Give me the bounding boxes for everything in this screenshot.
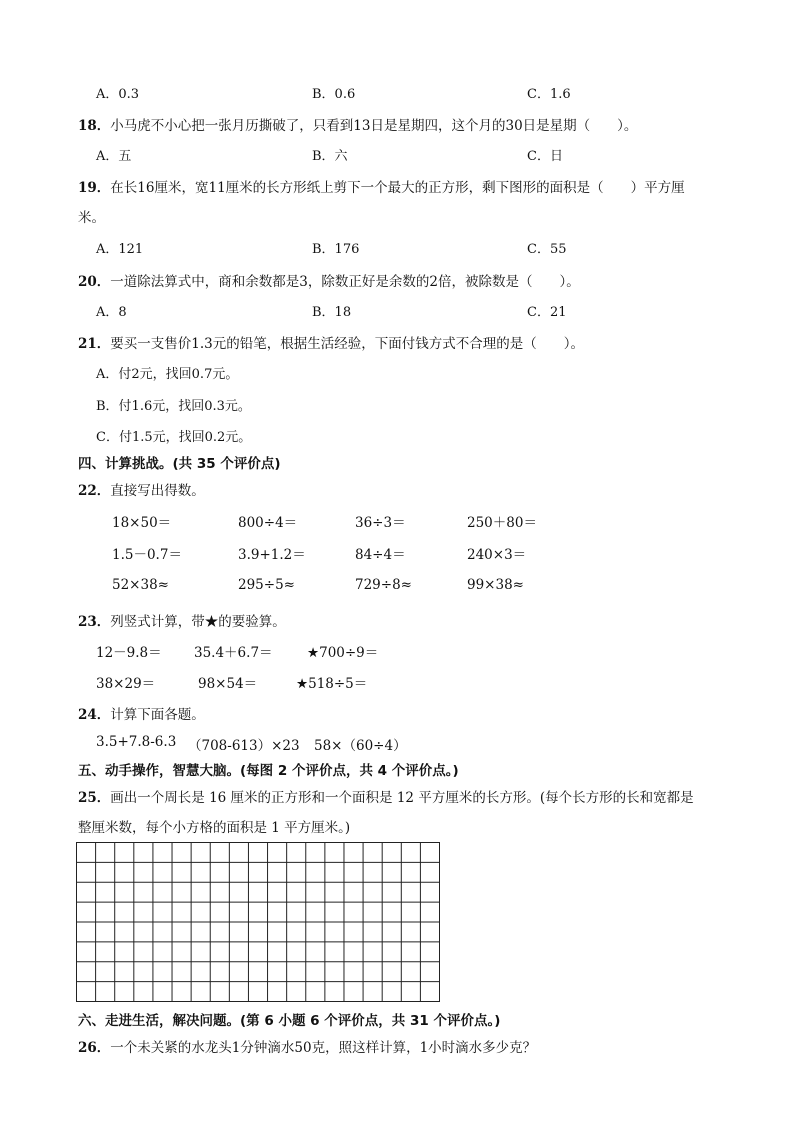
- question-21: [78, 332, 584, 352]
- square-grid[interactable]: [76, 842, 440, 1002]
- q20-option-c: C．21: [527, 305, 567, 320]
- q18-option-b: B．六: [312, 149, 348, 164]
- question-19: [78, 176, 685, 196]
- grid-canvas[interactable]: [76, 842, 440, 1002]
- question-23: [78, 610, 286, 630]
- question-number: 19．: [78, 180, 111, 196]
- calc-item: （708-613）×23: [188, 738, 300, 754]
- question-24: [78, 703, 205, 723]
- question-26: [78, 1036, 536, 1056]
- question-text: 一道除法算式中，商和余数都是3，除数正好是余数的2倍，被除数是（ ）。: [110, 274, 580, 290]
- question-number: 24．: [78, 707, 111, 723]
- q20-option-a: A．8: [96, 305, 127, 320]
- q21-option-b: B．付1.6元，找回0.3元。: [96, 399, 251, 414]
- question-number: 23．: [78, 614, 111, 630]
- calc-item: 35.4＋6.7＝: [194, 645, 273, 661]
- calc-item: 3.9+1.2＝: [238, 547, 306, 563]
- section-6-title: 六、走进生活，解决问题。(第 6 小题 6 个评价点，共 31 个评价点。): [78, 1013, 501, 1029]
- question-text: 一个未关紧的水龙头1分钟滴水50克，照这样计算，1小时滴水多少克？: [110, 1040, 537, 1056]
- question-25: [78, 786, 694, 806]
- calc-item: 52×38≈: [112, 577, 169, 593]
- calc-item: 729÷8≈: [355, 577, 412, 593]
- question-text: 计算下面各题。: [110, 707, 205, 723]
- calc-item: 18×50＝: [112, 515, 172, 531]
- q17-option-c: C．1.6: [527, 87, 571, 102]
- question-25-continued: 整厘米数，每个小方格的面积是 1 平方厘米。): [78, 820, 351, 836]
- question-text: 小马虎不小心把一张月历撕破了，只看到13日是星期四，这个月的30日是星期（ ）。: [110, 118, 638, 134]
- calc-item: 12－9.8＝: [96, 645, 162, 661]
- q19-option-b: B．176: [312, 242, 360, 257]
- q21-option-c: C．付1.5元，找回0.2元。: [96, 430, 252, 445]
- q18-option-a: A．五: [96, 149, 132, 164]
- calc-item: 240×3＝: [467, 547, 527, 563]
- calc-item: 98×54＝: [198, 676, 258, 692]
- q17-option-b: B．0.6: [312, 87, 356, 102]
- q19-option-c: C．55: [527, 242, 567, 257]
- question-number: 18．: [78, 118, 111, 134]
- question-text: 要买一支售价1.3元的铅笔，根据生活经验，下面付钱方式不合理的是（ ）。: [110, 336, 585, 352]
- calc-item: 84÷4＝: [355, 547, 406, 563]
- question-number: 20．: [78, 274, 111, 290]
- question-text: 在长16厘米，宽11厘米的长方形纸上剪下一个最大的正方形，剩下图形的面积是（ ）平方厘: [110, 180, 685, 196]
- question-18: [78, 114, 637, 134]
- section-5-title: 五、动手操作，智慧大脑。(每图 2 个评价点，共 4 个评价点。): [78, 763, 459, 779]
- calc-item: ★518÷5＝: [296, 676, 368, 692]
- q19-option-a: A．121: [96, 242, 144, 257]
- question-20: [78, 270, 580, 290]
- calc-item: 800÷4＝: [238, 515, 298, 531]
- calc-item: 1.5－0.7＝: [112, 547, 182, 563]
- calc-item: 295÷5≈: [238, 577, 295, 593]
- calc-item: 3.5+7.8-6.3: [96, 734, 177, 750]
- question-text: 画出一个周长是 16 厘米的正方形和一个面积是 12 平方厘米的长方形。(每个长方形的长和宽都是: [110, 790, 694, 806]
- calc-item: 36÷3＝: [355, 515, 406, 531]
- calc-item: 99×38≈: [467, 577, 524, 593]
- question-text: 直接写出得数。: [110, 483, 205, 499]
- section-4-title: 四、计算挑战。(共 35 个评价点): [78, 456, 281, 472]
- question-number: 25．: [78, 790, 111, 806]
- question-22: [78, 479, 205, 499]
- question-number: 26．: [78, 1040, 111, 1056]
- calc-item: 58×（60÷4）: [314, 738, 407, 754]
- q17-option-a: A．0.3: [96, 87, 140, 102]
- question-number: 22．: [78, 483, 111, 499]
- q18-option-c: C．日: [527, 149, 563, 164]
- q21-option-a: A．付2元，找回0.7元。: [96, 367, 239, 382]
- question-text: 列竖式计算，带★的要验算。: [110, 614, 286, 630]
- calc-item: 250＋80＝: [467, 515, 537, 531]
- calc-item: ★700÷9＝: [307, 645, 379, 661]
- question-19-continued: 米。: [78, 210, 105, 226]
- question-number: 21．: [78, 336, 111, 352]
- calc-item: 38×29＝: [96, 676, 156, 692]
- q20-option-b: B．18: [312, 305, 352, 320]
